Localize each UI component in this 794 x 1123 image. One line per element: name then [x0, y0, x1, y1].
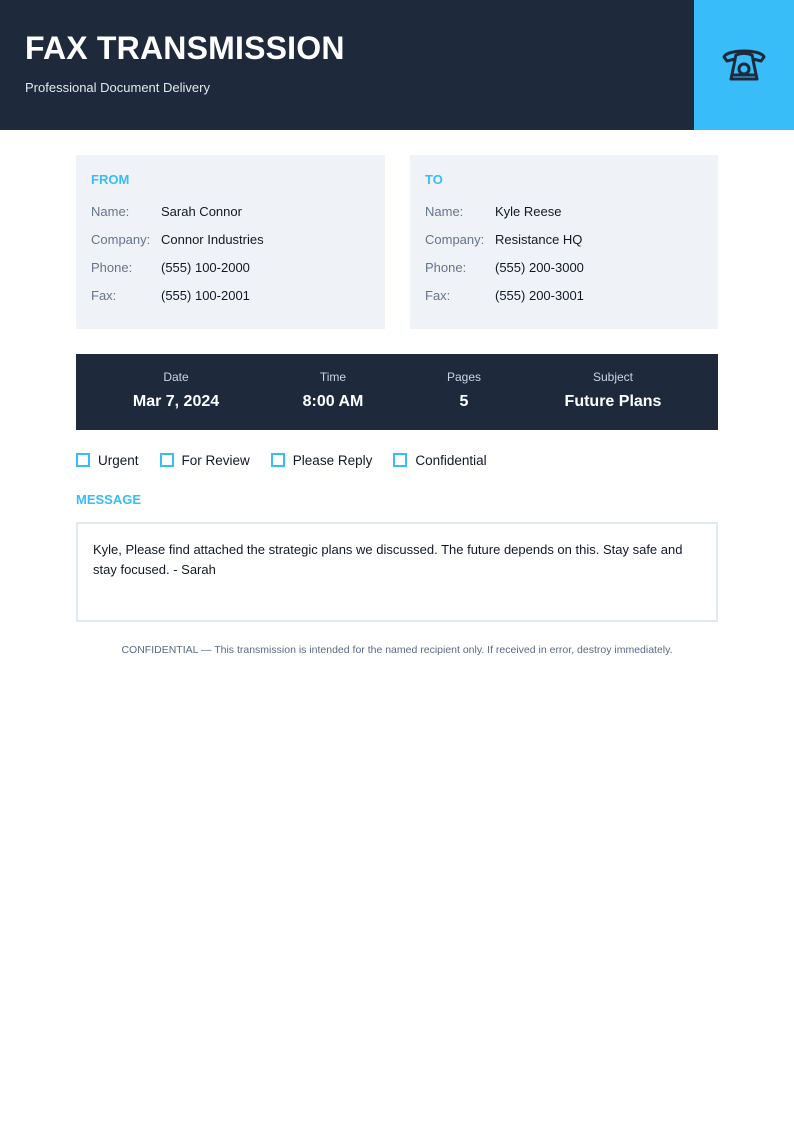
to-fax-row	[425, 288, 703, 316]
to-card	[410, 155, 718, 329]
header-accent-block	[694, 0, 794, 130]
recipient-phone: (555) 200-3000	[495, 260, 584, 275]
options-checklist	[76, 451, 508, 469]
urgent-label: Urgent	[98, 452, 139, 468]
to-name-row	[425, 204, 703, 232]
field-label: Company:	[91, 232, 151, 247]
from-card	[76, 155, 385, 329]
date-label: Date	[163, 370, 189, 384]
to-phone-row	[425, 260, 703, 288]
for-review-checkbox[interactable]	[160, 453, 174, 467]
transmission-details-bar	[76, 354, 718, 430]
recipient-company: Resistance HQ	[495, 232, 583, 247]
time-label: Time	[319, 370, 347, 384]
for-review-option[interactable]	[160, 453, 250, 468]
telephone-icon	[721, 47, 767, 83]
for-review-label: For Review	[181, 452, 250, 468]
confidential-label: Confidential	[415, 452, 487, 468]
field-label: Name:	[91, 204, 130, 219]
time-cell	[303, 370, 364, 411]
from-phone-row	[91, 260, 370, 288]
recipient-fax: (555) 200-3001	[495, 288, 584, 303]
from-fax-row	[91, 288, 370, 316]
message-heading: MESSAGE	[76, 492, 142, 507]
sender-fax: (555) 100-2001	[161, 288, 250, 303]
to-heading: TO	[425, 172, 443, 187]
urgent-option[interactable]	[76, 453, 139, 468]
field-label: Fax:	[91, 288, 117, 303]
please-reply-checkbox[interactable]	[271, 453, 285, 467]
please-reply-option[interactable]	[271, 453, 373, 468]
confidentiality-footer: CONFIDENTIAL — This transmission is intended for the named recipient only. If received in error, destroy immediately.	[121, 644, 673, 656]
confidential-option[interactable]	[393, 453, 486, 468]
fax-header	[0, 0, 794, 130]
recipient-name: Kyle Reese	[495, 204, 562, 219]
date-cell	[133, 370, 219, 411]
field-label: Name:	[425, 204, 464, 219]
time-value: 8:00 AM	[302, 393, 364, 410]
sender-phone: (555) 100-2000	[161, 260, 250, 275]
subject-cell	[565, 370, 662, 411]
field-label: Phone:	[425, 260, 467, 275]
page-title: FAX TRANSMISSION	[25, 30, 345, 66]
field-label: Company:	[425, 232, 485, 247]
from-company-row	[91, 232, 370, 260]
pages-cell	[447, 370, 481, 411]
subject-label: Subject	[592, 370, 634, 384]
message-body: Kyle, Please find attached the strategic plans we discussed. The future depends on this. Stay safe and stay focused. - Sarah	[93, 542, 683, 577]
pages-label: Pages	[446, 370, 482, 384]
subject-value: Future Plans	[564, 393, 662, 410]
from-name-row	[91, 204, 370, 232]
to-company-row	[425, 232, 703, 260]
message-box	[76, 522, 718, 622]
confidential-checkbox[interactable]	[393, 453, 407, 467]
from-heading: FROM	[91, 172, 130, 187]
pages-value: 5	[459, 393, 469, 410]
sender-name: Sarah Connor	[161, 204, 242, 219]
page-subtitle: Professional Document Delivery	[25, 80, 210, 95]
sender-company: Connor Industries	[161, 232, 264, 247]
field-label: Fax:	[425, 288, 451, 303]
field-label: Phone:	[91, 260, 133, 275]
urgent-checkbox[interactable]	[76, 453, 90, 467]
please-reply-label: Please Reply	[292, 452, 373, 468]
date-value: Mar 7, 2024	[132, 393, 220, 410]
